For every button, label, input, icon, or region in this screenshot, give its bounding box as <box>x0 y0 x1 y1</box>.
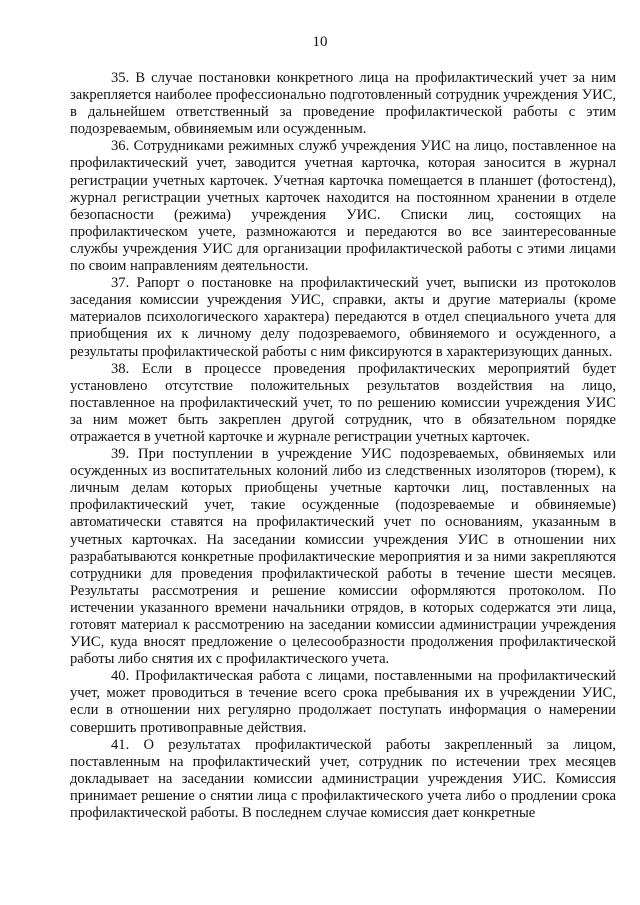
paragraph-40: 40. Профилактическая работа с лицами, поставленными на профилактический учет, может проводиться в течение всего срока пребывания их в учреждении УИС, если в отношении них регулярно продолжает поступать информация о намерении совершить противоправные действия. <box>70 668 616 736</box>
paragraph-35: 35. В случае постановки конкретного лица на профилактический учет за ним закрепляется наиболее профессионально подготовленный сотрудник учреждения УИС, в дальнейшем ответственный за проведение профилактической работы с этим подозреваемым, обвиняемым или осужденным. <box>70 70 616 138</box>
paragraph-39: 39. При поступлении в учреждение УИС подозреваемых, обвиняемых или осужденных из воспитательных колоний либо из следственных изоляторов (тюрем), к личным делам которых приобщены учетные карточки лиц, поставленных на профилактический учет, такие осужденные (подозреваемые и обвиняемые) автоматически ставятся на профилактический учет по основаниям, указанным в учетных карточках. На заседании комиссии учреждения УИС в отношении них разрабатываются конкретные профилактические мероприятия и за ними закрепляются сотрудники для проведения профилактической работы в течение шести месяцев. Результаты рассмотрения и решение комиссии оформляются протоколом. По истечении указанного времени начальники отрядов, в которых содержатся эти лица, готовят материал к рассмотрению на заседании комиссии администрации учреждения УИС, куда вносят предложение о целесообразности продолжения профилактической работы либо снятия их с профилактического учета. <box>70 446 616 668</box>
paragraph-41: 41. О результатах профилактической работы закрепленный за лицом, поставленным на профилактический учет, сотрудник по истечении трех месяцев докладывает на заседании комиссии администрации учреждения УИС. Комиссия принимает решение о снятии лица с профилактического учета либо о продлении срока профилактической работы. В последнем случае комиссия дает конкретные <box>70 736 616 822</box>
page-number: 10 <box>312 34 328 50</box>
paragraph-36: 36. Сотрудниками режимных служб учреждения УИС на лицо, поставленное на профилактический учет, заводится учетная карточка, которая заносится в журнал регистрации учетных карточек. Учетная карточка помещается в планшет (фотостенд), журнал регистрации учетных карточек находится на постоянном хранении в отделе безопасности (режима) учреждения УИС. Списки лиц, состоящих на профилактическом учете, размножаются и передаются во все заинтересованные службы учреждения УИС для организации профилактической работы с этими лицами по своим направлениям деятельности. <box>70 138 616 275</box>
paragraph-37: 37. Рапорт о постановке на профилактический учет, выписки из протоколов заседания комиссии учреждения УИС, справки, акты и другие материалы (кроме материалов психологического характера) передаются в отдел специального учета для приобщения их к личному делу подозреваемого, обвиняемого и осужденного, а результаты профилактической работы с ним фиксируются в характеризующих данных. <box>70 275 616 360</box>
paragraph-38: 38. Если в процессе проведения профилактических мероприятий будет установлено отсутствие положительных результатов воздействия на лицо, поставленное на профилактический учет, то по решению комиссии учреждения УИС за ним может быть закреплен другой сотрудник, что в обязательном порядке отражается в учетной карточке и журнале регистрации учетных карточек. <box>70 360 616 445</box>
document-body <box>70 70 616 822</box>
